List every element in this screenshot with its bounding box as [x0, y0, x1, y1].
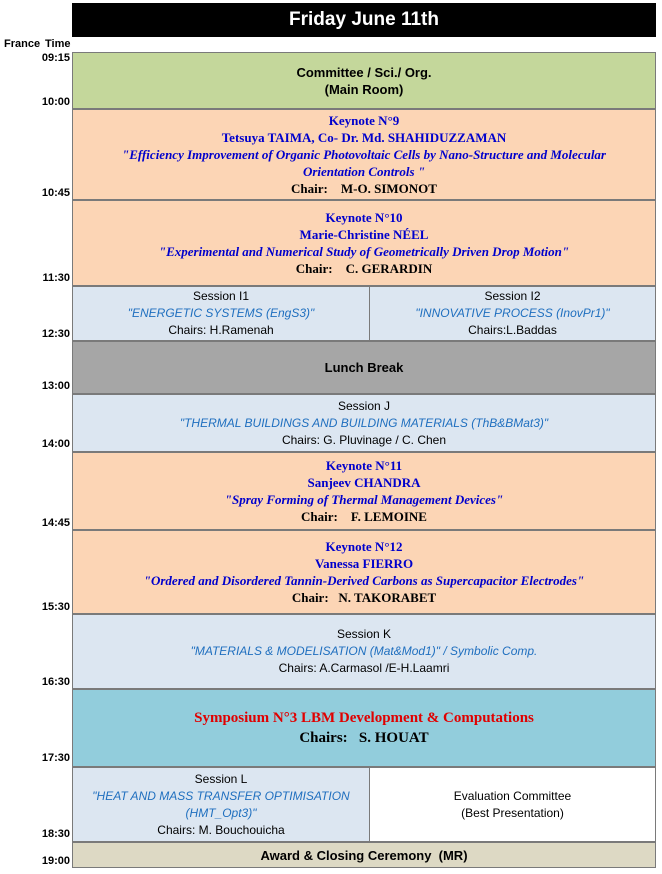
- session-label: Session K: [336, 627, 392, 641]
- time-label: 14:45: [41, 517, 70, 529]
- lunch-label: Lunch Break: [324, 360, 404, 375]
- committee-title: Committee / Sci./ Org.: [296, 64, 432, 80]
- committee-block: [72, 52, 656, 109]
- keynote-title: "Spray Forming of Thermal Management Devices": [224, 492, 504, 507]
- keynote-9-block: [72, 109, 656, 200]
- keynote-11-block: [72, 452, 656, 530]
- keynote-12-block: [72, 530, 656, 614]
- keynote-title: "Efficiency Improvement of Organic Photovoltaic Cells by Nano-Structure and Molecular Orientation Controls ": [122, 147, 606, 179]
- evaluation-block: [369, 767, 656, 842]
- time-label: 15:30: [41, 601, 70, 613]
- keynote-title: "Ordered and Disordered Tannin-Derived Carbons as Supercapacitor Electrodes": [143, 573, 585, 588]
- session-title: "HEAT AND MASS TRANSFER OPTIMISATION: [92, 788, 350, 803]
- session-label: Session I1: [192, 289, 250, 303]
- symposium-title: Symposium N°3 LBM Development & Computations: [194, 710, 534, 726]
- keynote-title: "Experimental and Numerical Study of Geometrically Driven Drop Motion": [158, 244, 570, 259]
- keynote-label: Keynote N°11: [325, 458, 403, 473]
- keynote-chair: Chair: M-O. SIMONOT: [291, 181, 437, 196]
- time-label: 11:30: [42, 272, 70, 284]
- keynote-label: Keynote N°9: [328, 113, 400, 128]
- column-header-time: Time: [45, 38, 71, 50]
- session-chair: Chairs:L.Baddas: [468, 323, 557, 337]
- evaluation-title: Evaluation Committee: [453, 788, 572, 803]
- session-title: "THERMAL BUILDINGS AND BUILDING MATERIALS (ThB&BMat3)": [179, 415, 549, 430]
- session-chair: Chairs: G. Pluvinage / C. Chen: [281, 432, 447, 447]
- time-label: 19:00: [41, 855, 70, 867]
- time-label: 17:30: [41, 752, 70, 764]
- evaluation-subtitle: (Best Presentation): [461, 805, 564, 820]
- session-title: "MATERIALS & MODELISATION (Mat&Mod1)" / Symbolic Comp.: [190, 644, 538, 658]
- session-title-cont: (HMT_Opt3)": [185, 805, 257, 820]
- keynote-speaker: Sanjeev CHANDRA: [307, 475, 421, 490]
- session-i1-block: [72, 286, 370, 341]
- day-title: Friday June 11th: [289, 9, 439, 30]
- symposium-chair: Chairs: S. HOUAT: [299, 730, 429, 746]
- time-label: 14:00: [41, 438, 70, 450]
- symposium-block: [72, 689, 656, 767]
- time-label: 18:30: [41, 828, 70, 840]
- session-l-block: [72, 767, 370, 842]
- keynote-label: Keynote N°10: [325, 210, 403, 225]
- keynote-chair: Chair: C. GERARDIN: [295, 261, 433, 276]
- session-title: "ENERGETIC SYSTEMS (EngS3)": [127, 306, 315, 320]
- keynote-speaker: Marie-Christine NÉEL: [299, 227, 429, 242]
- session-label: Session J: [337, 398, 391, 413]
- day-header: [72, 3, 656, 37]
- time-label: 09:15: [41, 52, 70, 64]
- keynote-speaker: Tetsuya TAIMA, Co- Dr. Md. SHAHIDUZZAMAN: [221, 130, 507, 145]
- session-j-block: [72, 394, 656, 452]
- keynote-10-block: [72, 200, 656, 286]
- time-label: 13:00: [41, 380, 70, 392]
- session-chair: Chairs: A.Carmasol /E-H.Laamri: [278, 661, 450, 675]
- time-label: 12:30: [41, 328, 70, 340]
- time-label: 16:30: [41, 676, 70, 688]
- lunch-break-block: [72, 341, 656, 394]
- keynote-chair: Chair: N. TAKORABET: [291, 590, 437, 605]
- session-label: Session L: [194, 771, 248, 786]
- closing-block: [72, 842, 656, 868]
- column-header-france: France: [4, 38, 41, 50]
- committee-room: (Main Room): [324, 81, 404, 97]
- time-label: 10:00: [41, 96, 70, 108]
- session-k-block: [72, 614, 656, 689]
- session-chair: Chairs: M. Bouchouicha: [157, 822, 285, 837]
- closing-label: Award & Closing Ceremony (MR): [260, 847, 468, 863]
- keynote-speaker: Vanessa FIERRO: [314, 556, 414, 571]
- session-label: Session I2: [484, 289, 541, 303]
- session-chair: Chairs: H.Ramenah: [168, 323, 274, 337]
- keynote-chair: Chair: F. LEMOINE: [301, 509, 427, 524]
- session-i2-block: [369, 286, 656, 341]
- keynote-label: Keynote N°12: [325, 539, 403, 554]
- time-label: 10:45: [41, 187, 70, 199]
- session-title: "INNOVATIVE PROCESS (InovPr1)": [415, 306, 610, 320]
